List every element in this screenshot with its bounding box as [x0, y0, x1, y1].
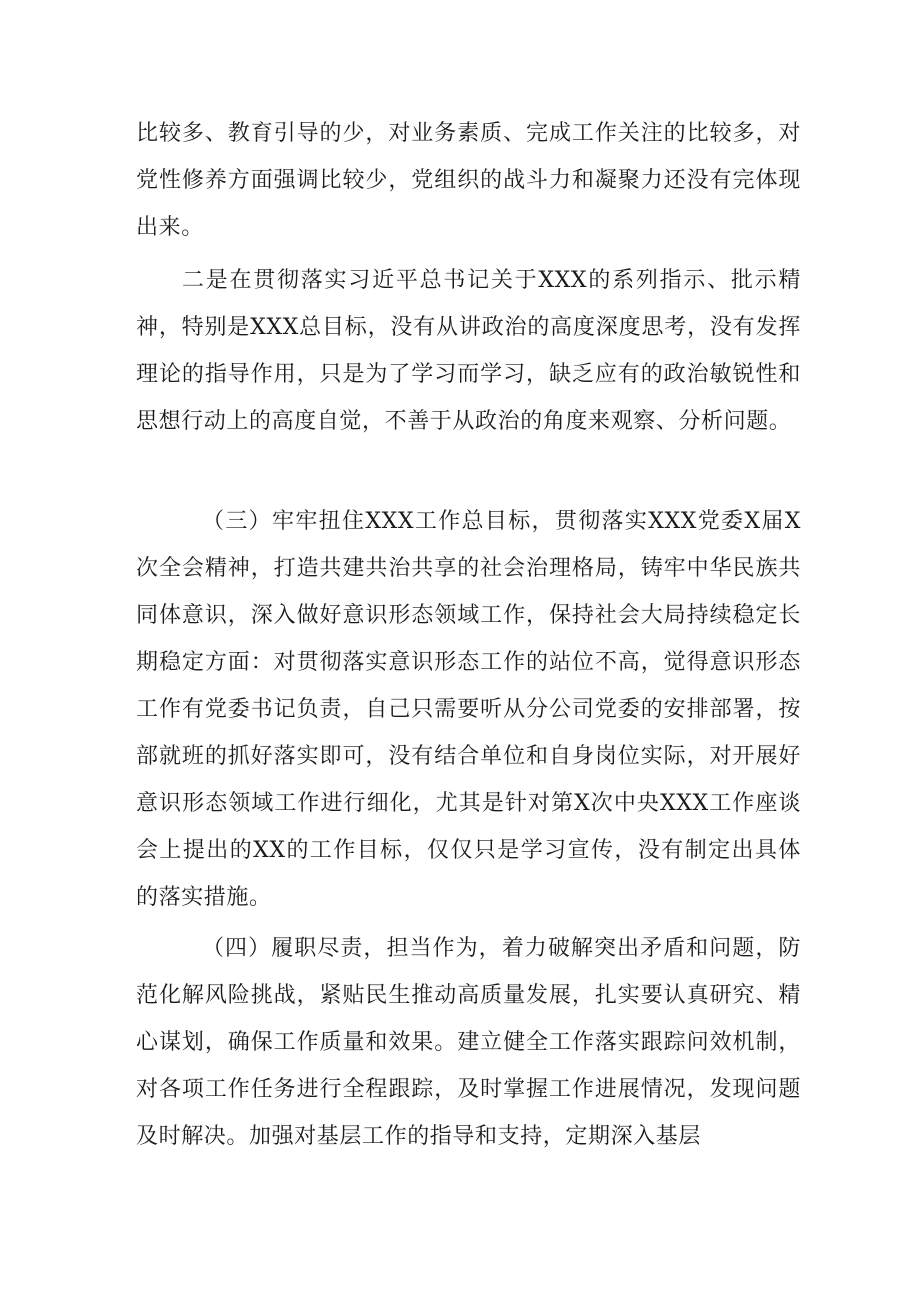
paragraph-continuation: 比较多、教育引导的少，对业务素质、完成工作关注的比较多，对党性修养方面强调比较少，党组织的战斗力和凝聚力还没有完体现出来。	[136, 121, 801, 240]
paragraph-section-four: （四）履职尽责，担当作为，着力破解突出矛盾和问题，防范化解风险挑战，紧贴民生推动高质量发展，扎实要认真研究、精心谋划，确保工作质量和效果。建立健全工作落实跟踪问效机制，对各项工作任务进行全程跟踪，及时掌握工作进展情况，发现问题及时解决。加强对基层工作的指导和支持，定期深入基层	[136, 936, 801, 1149]
paragraph-section-three: （三）牢牢扭住XXX工作总目标，贯彻落实XXX党委X届X次全会精神，打造共建共治共享的社会治理格局，铸牢中华民族共同体意识，深入做好意识形态领域工作，保持社会大局持续稳定长期稳定方面：对贯彻落实意识形态工作的站位不高，觉得意识形态工作有党委书记负责，自己只需要听从分公司党委的安排部署，按部就班的抓好落实即可，没有结合单位和自身岗位实际，对开展好意识形态领域工作进行细化，尤其是针对第X次中央XXX工作座谈会上提出的XX的工作目标，仅仅只是学习宣传，没有制定出具体的落实措施。	[136, 509, 801, 910]
paragraph-item-two: 二是在贯彻落实习近平总书记关于XXX的系列指示、批示精神，特别是XXX总目标，没有从讲政治的高度深度思考，没有发挥理论的指导作用，只是为了学习而学习，缺乏应有的政治敏锐性和思想行动上的高度自觉，不善于从政治的角度来观察、分析问题。	[136, 268, 801, 434]
